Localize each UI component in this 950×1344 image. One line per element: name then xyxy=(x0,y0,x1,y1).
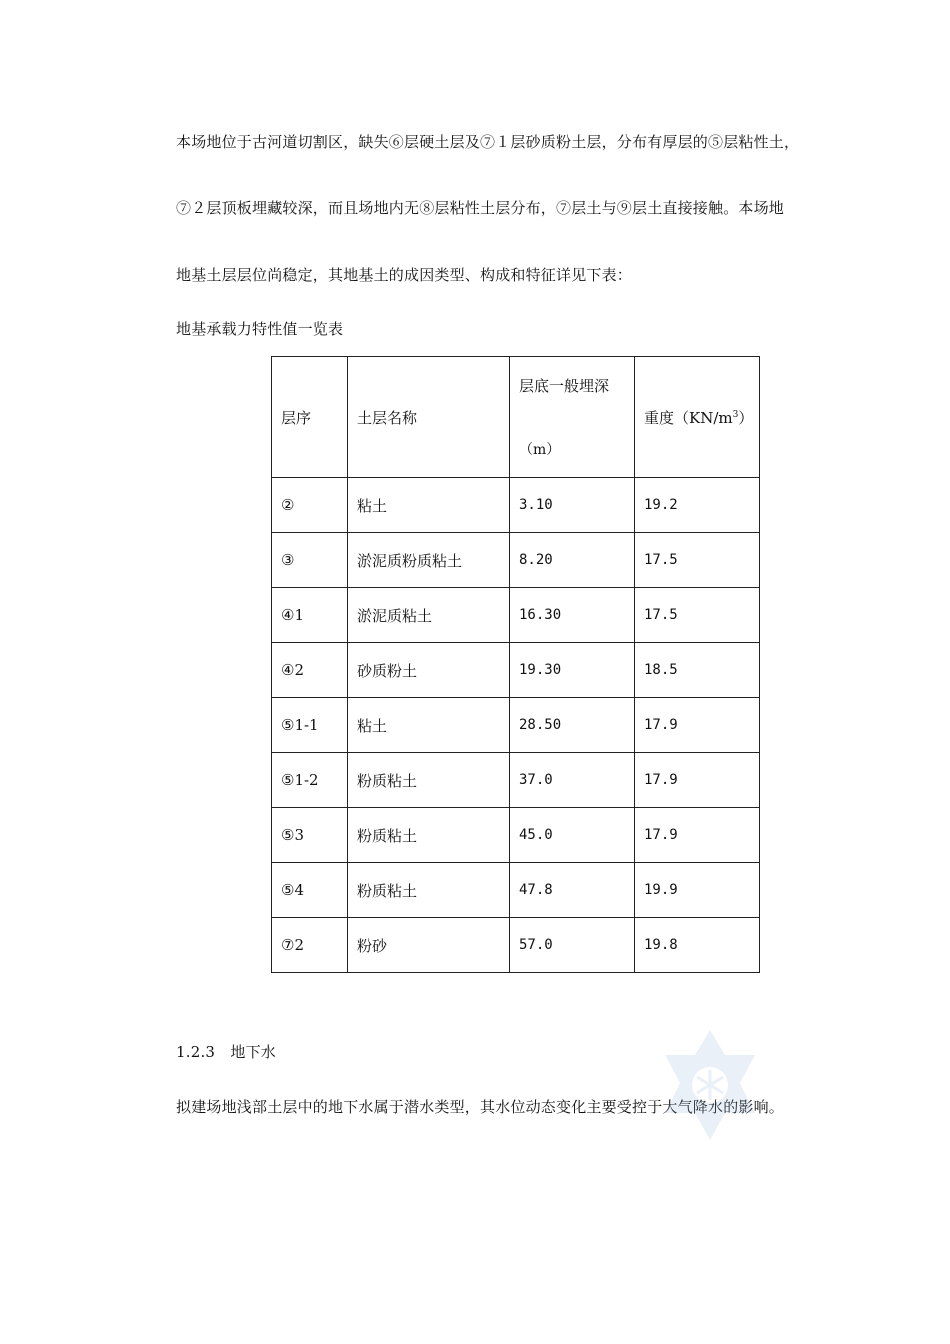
cell-seq: ⑤4 xyxy=(272,863,348,918)
table-header-row xyxy=(272,357,760,478)
cell-unit-weight: 19.2 xyxy=(635,478,760,533)
cell-soil-name: 粉质粘土 xyxy=(348,863,510,918)
cell-unit-weight: 18.5 xyxy=(635,643,760,698)
table-row xyxy=(272,863,760,918)
cell-unit-weight: 17.5 xyxy=(635,588,760,643)
cell-seq: ⑤1-1 xyxy=(272,698,348,753)
cell-soil-name: 粉质粘土 xyxy=(348,753,510,808)
table-row xyxy=(272,588,760,643)
cell-soil-name: 淤泥质粉质粘土 xyxy=(348,533,510,588)
cell-unit-weight: 19.8 xyxy=(635,918,760,973)
header-unit-weight xyxy=(635,357,760,478)
cell-soil-name: 粘土 xyxy=(348,478,510,533)
header-depth xyxy=(510,357,635,478)
cell-unit-weight: 17.5 xyxy=(635,533,760,588)
paragraph-1: 本场地位于古河道切割区，缺失⑥层硬土层及⑦１层砂质粉土层，分布有厚层的⑤层粘性土， xyxy=(176,133,800,151)
cell-depth: 3.10 xyxy=(510,478,635,533)
header-unit-weight-sup: 3 xyxy=(732,409,739,420)
cell-soil-name: 砂质粉土 xyxy=(348,643,510,698)
table-row xyxy=(272,753,760,808)
header-unit-weight-label: 重度（KN/m xyxy=(644,408,733,427)
paragraph-3: 地基土层层位尚稳定，其地基土的成因类型、构成和特征详见下表： xyxy=(176,266,633,284)
soil-layer-table xyxy=(271,356,760,973)
cell-depth: 37.0 xyxy=(510,753,635,808)
snowflake-logo-icon xyxy=(655,1025,765,1145)
cell-seq: ⑦2 xyxy=(272,918,348,973)
cell-unit-weight: 17.9 xyxy=(635,808,760,863)
table-row xyxy=(272,643,760,698)
cell-depth: 47.8 xyxy=(510,863,635,918)
header-depth-unit: （m） xyxy=(519,442,561,458)
cell-soil-name: 粘土 xyxy=(348,698,510,753)
cell-unit-weight: 19.9 xyxy=(635,863,760,918)
section-heading: 1.2.3 地下水 xyxy=(176,1043,276,1061)
cell-seq: ④2 xyxy=(272,643,348,698)
cell-seq: ⑤3 xyxy=(272,808,348,863)
header-seq: 层序 xyxy=(272,357,348,478)
cell-unit-weight: 17.9 xyxy=(635,753,760,808)
header-depth-label: 层底一般埋深 xyxy=(519,377,610,395)
cell-soil-name: 淤泥质粘土 xyxy=(348,588,510,643)
table-row xyxy=(272,698,760,753)
header-unit-weight-close: ） xyxy=(738,408,754,427)
cell-depth: 57.0 xyxy=(510,918,635,973)
cell-depth: 8.20 xyxy=(510,533,635,588)
table-row xyxy=(272,478,760,533)
cell-depth: 45.0 xyxy=(510,808,635,863)
cell-seq: ④1 xyxy=(272,588,348,643)
cell-depth: 16.30 xyxy=(510,588,635,643)
cell-seq: ② xyxy=(272,478,348,533)
table-row xyxy=(272,533,760,588)
cell-unit-weight: 17.9 xyxy=(635,698,760,753)
paragraph-4: 拟建场地浅部土层中的地下水属于潜水类型，其水位动态变化主要受控于大气降水的影响。 xyxy=(176,1098,785,1116)
paragraph-2: ⑦２层顶板埋藏较深，而且场地内无⑧层粘性土层分布，⑦层土与⑨层土直接接触。本场地 xyxy=(176,199,785,217)
cell-depth: 19.30 xyxy=(510,643,635,698)
cell-soil-name: 粉砂 xyxy=(348,918,510,973)
header-soil-name: 土层名称 xyxy=(348,357,510,478)
cell-depth: 28.50 xyxy=(510,698,635,753)
table-row xyxy=(272,808,760,863)
cell-seq: ③ xyxy=(272,533,348,588)
table-caption: 地基承载力特性值一览表 xyxy=(176,320,344,338)
cell-seq: ⑤1-2 xyxy=(272,753,348,808)
table-row xyxy=(272,918,760,973)
cell-soil-name: 粉质粘土 xyxy=(348,808,510,863)
